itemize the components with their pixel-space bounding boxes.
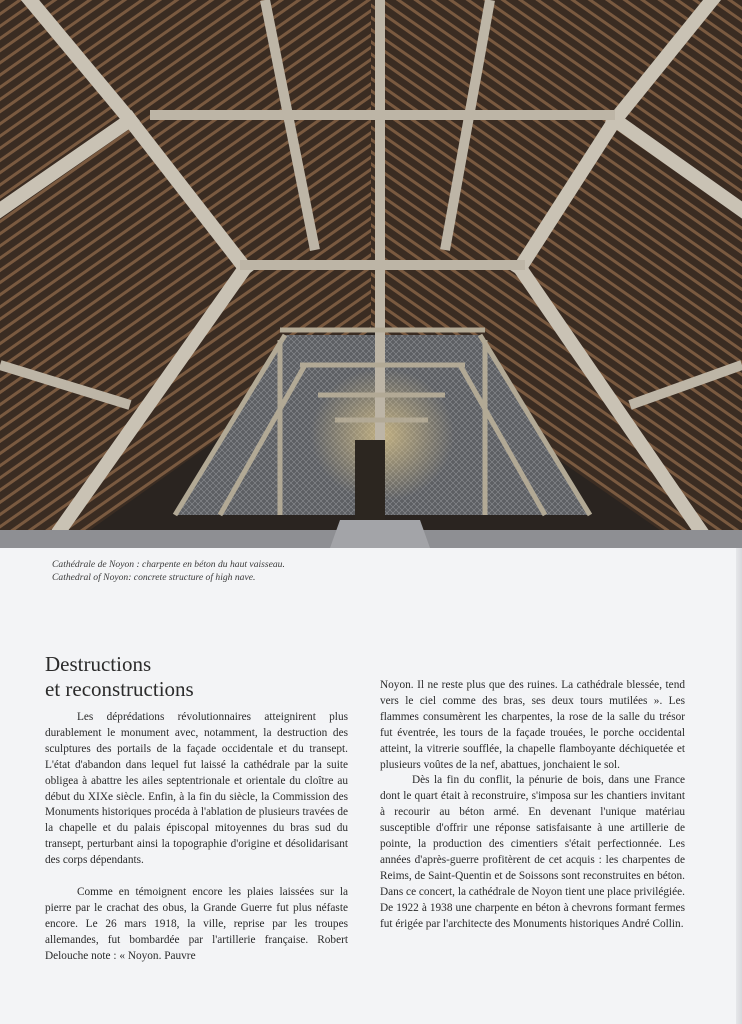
photo-caption bbox=[52, 558, 692, 584]
left-text-column bbox=[45, 710, 348, 965]
heading-line-1: Destructions bbox=[45, 652, 152, 676]
caption-english: Cathedral of Noyon: concrete structure of high nave. bbox=[52, 572, 256, 583]
heading-line-2: et reconstructions bbox=[45, 677, 194, 701]
page-edge bbox=[736, 548, 742, 1024]
left-paragraph-2: Comme en témoignent encore les plaies laissées sur la pierre par le crachat des obus, la Grande Guerre fut plus néfaste encore. Le 26 mars 1918, la ville, reprise par les troupes allemandes, fut bombardée par l'artillerie française. Robert Delouche note : « Noyon. Pauvre bbox=[45, 886, 348, 962]
right-paragraph-2: Dès la fin du conflit, la pénurie de bois, dans une France dont le quart était à reconstruire, s'imposa sur les chantiers invitant à recourir au béton armé. En devenant l'unique matériau susceptible d'offrir une réponse satisfaisante à une artillerie de pointe, la production des cimentiers s'était perfectionnée. Les années d'après-guerre profitèrent de cet acquis : les charpentes de Reims, de Saint-Quentin et de Soissons sont reconstruites en béton. Dans ce concert, la cathédrale de Noyon tient une place privilégiée. De 1922 à 1938 une charpente en béton à chevrons formant fermes fut érigée par l'architecte des Monuments historiques André Collin. bbox=[380, 774, 685, 930]
left-paragraph-1: Les déprédations révolutionnaires atteignirent plus durablement le monument avec, notamment, la destruction des sculptures des portails de la façade occidentale et du transept. L'état d'abandon dans lequel fut laissé la cathédrale par la suite obligea à abattre les ailes septentrionale et orientale du cloître au début du XIXe siècle. Enfin, à la fin du siècle, la Commission des Monuments historiques procéda à l'ablation de plusieurs travées de la chapelle et du palais épiscopal mitoyennes du bras sud du transept, perturbant ainsi la topographie d'origine et désolidarisant des corps dépendants. bbox=[45, 711, 348, 867]
right-text-column bbox=[380, 678, 685, 933]
section-heading bbox=[45, 652, 365, 702]
right-paragraph-1: Noyon. Il ne reste plus que des ruines. La cathédrale blessée, tend vers le ciel comme des bras, ses deux tours mutilées ». Les flammes consumèrent les charpentes, la rose de la salle du trésor fut éventrée, les tours de la façade trouées, le porche occidental atteint, la vitrerie soufflée, la chapelle flamboyante déchiquetée et plusieurs voûtes de la nef, abattues, jonchaient le sol. bbox=[380, 679, 685, 771]
caption-french: Cathédrale de Noyon : charpente en béton du haut vaisseau. bbox=[52, 559, 285, 570]
